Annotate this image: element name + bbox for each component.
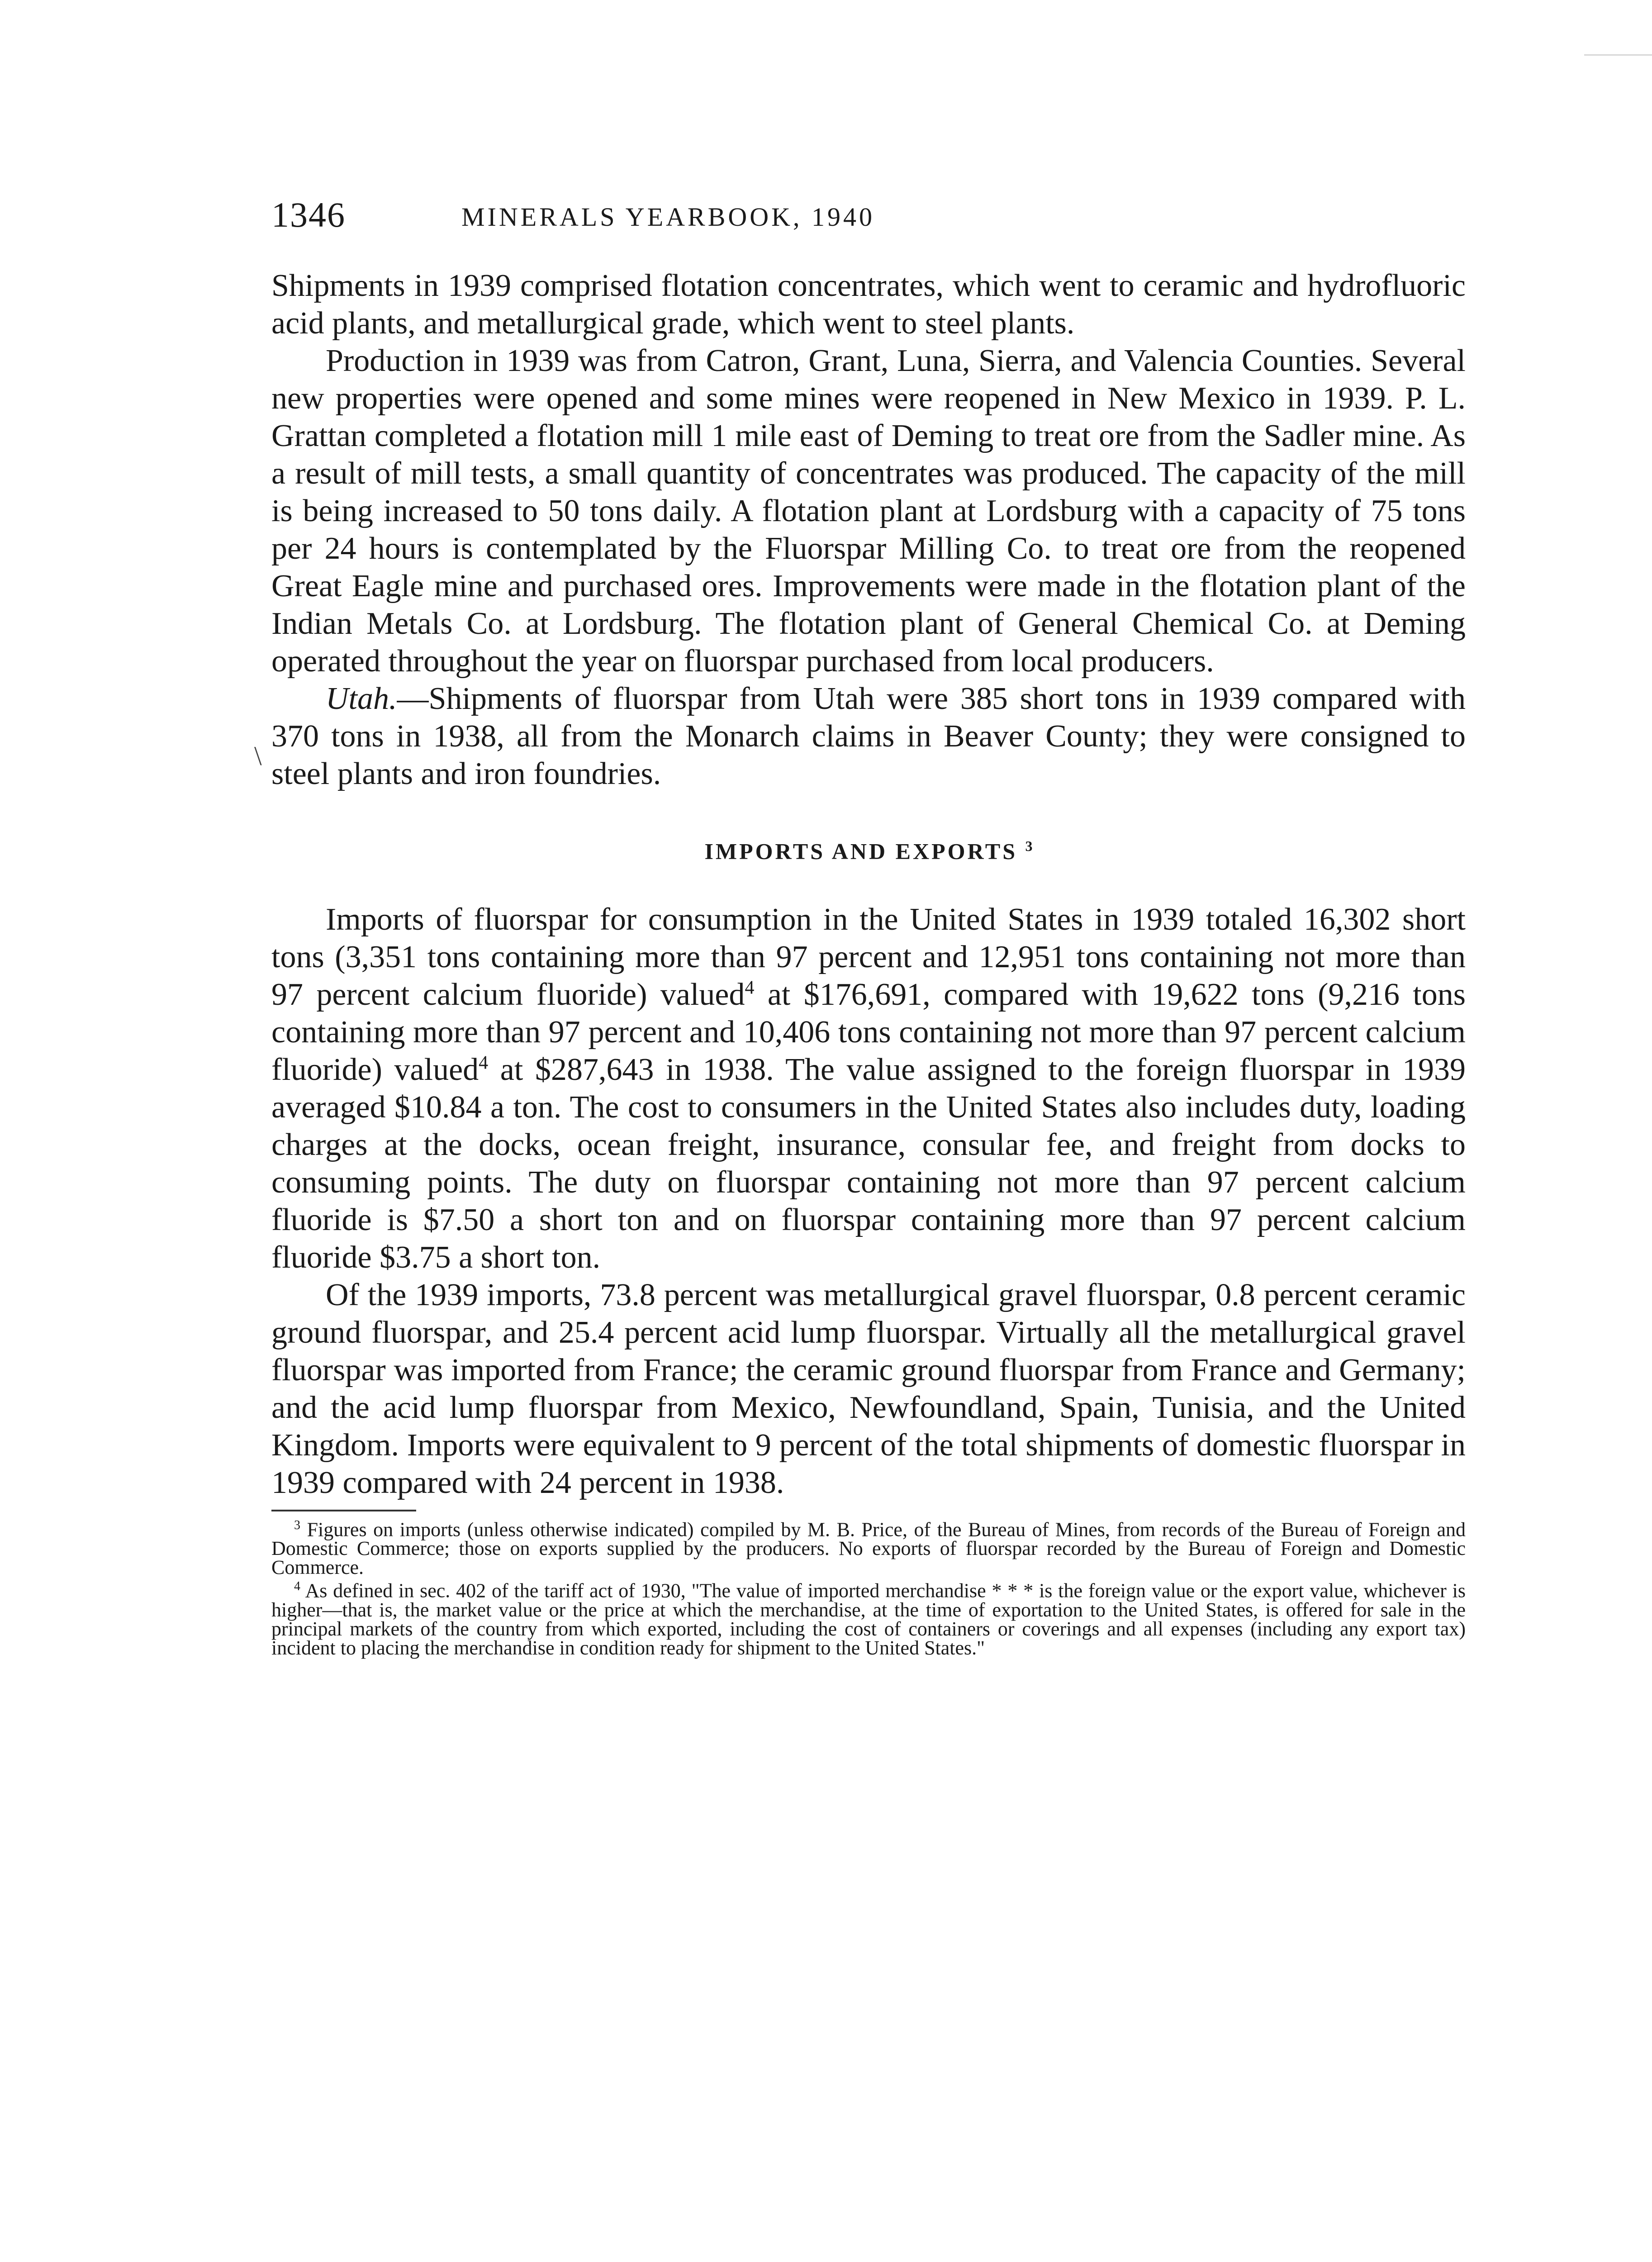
imports-text-b: at $176,691, compared with 19,622 tons (9,216 tons containing more than 97 percent and 10,406 tons containing not more than 97 percent calcium fluoride) valued [271, 977, 1466, 1087]
footnote-mark: 4 [294, 1579, 300, 1594]
footnote-ref: 4 [745, 977, 755, 998]
utah-lead: Utah. [326, 681, 397, 716]
paragraph-production: Production in 1939 was from Catron, Grant, Luna, Sierra, and Valencia Counties. Several new properties were opened and some mines were reopened in New Mexico in 1939. P. L. Grattan completed a flotation mill 1 mile east of Deming to treat ore from the Sadler mine. As a result of mill tests, a small quantity of concentrates was produced. The capacity of the mill is being increased to 50 tons daily. A flotation plant at Lordsburg with a capacity of 75 tons per 24 hours is contemplated by the Fluorspar Milling Co. to treat ore from the reopened Great Eagle mine and purchased ores. Improvements were made in the flotation plant of the Indian Metals Co. at Lordsburg. The flotation plant of General Chemical Co. at Deming operated throughout the year on fluorspar purchased from local producers. [271, 343, 1466, 679]
section-heading-text: IMPORTS AND EXPORTS [704, 838, 1018, 864]
utah-text: —Shipments of fluorspar from Utah were 385 short tons in 1939 compared with 370 tons in 1938, all from the Monarch claims in Beaver County; they were consigned to steel plants and iron foundries. [271, 681, 1466, 791]
footnote [271, 1577, 1466, 1658]
running-title: MINERALS YEARBOOK, 1940 [461, 202, 875, 232]
footnote-ref: 4 [479, 1052, 489, 1074]
scan-edge-mark [1584, 54, 1652, 56]
paragraph-imports-breakdown: Of the 1939 imports, 73.8 percent was metallurgical gravel fluorspar, 0.8 percent ceramic ground fluorspar, and 25.4 percent acid lump fluorspar. Virtually all the metallurgical gravel fluorspar was imported from France; the ceramic ground fluorspar from France and Germany; and the acid lump fluorspar from Mexico, Newfoundland, Spain, Tunisia, and the United Kingdom. Imports were equivalent to 9 percent of the total shipments of domestic fluorspar in 1939 compared with 24 percent in 1938. [271, 1277, 1466, 1500]
paragraph-utah [271, 680, 1466, 793]
running-head [271, 195, 1466, 249]
imports-text-a: Imports of fluorspar for consumption in the United States in 1939 totaled 16,302 short tons (3,351 tons containing more than 97 percent and 12,951 tons containing not more than 97 percent calcium fluoride) valued [271, 902, 1466, 1012]
page-content [271, 195, 1466, 1658]
section-heading-ref: 3 [1025, 838, 1033, 854]
footnote-mark: 3 [294, 1518, 300, 1532]
paragraph-shipments: Shipments in 1939 comprised flotation concentrates, which went to ceramic and hydrofluoric acid plants, and metallurgical grade, which went to steel plants. [271, 268, 1466, 341]
section-heading [271, 838, 1466, 865]
footnote-text: Figures on imports (unless otherwise indicated) compiled by M. B. Price, of the Bureau of Mines, from records of the Bureau of Foreign and Domestic Commerce; those on exports supplied by the producers. No exports of fluorspar recorded by the Bureau of Foreign and Domestic Commerce. [271, 1518, 1466, 1579]
page-number: 1346 [271, 195, 346, 234]
footnote [271, 1516, 1466, 1578]
footnote-divider [271, 1510, 416, 1511]
footnote-text: As defined in sec. 402 of the tariff act of 1930, "The value of imported merchandise * * * is the foreign value or the export value, whichever is higher—that is, the market value or the price at which the merchandise, at the time of exportation to the United States, is offered for sale in the principal markets of the country from which exported, including the cost of containers or coverings and all expenses (including any export tax) incident to placing the merchandise in condition ready for shipment to the United States." [271, 1579, 1466, 1659]
margin-tick-mark: \ [254, 741, 262, 771]
imports-text-c: at $287,643 in 1938. The value assigned to the foreign fluorspar in 1939 averaged $10.84 a ton. The cost to consumers in the United States also includes duty, loading charges at the docks, ocean freight, insurance, consular fee, and freight from docks to consuming points. The duty on fluorspar containing not more than 97 percent calcium fluoride is $7.50 a short ton and on fluorspar containing more than 97 percent calcium fluoride $3.75 a short ton. [271, 1052, 1466, 1275]
paragraph-imports [271, 901, 1466, 1276]
